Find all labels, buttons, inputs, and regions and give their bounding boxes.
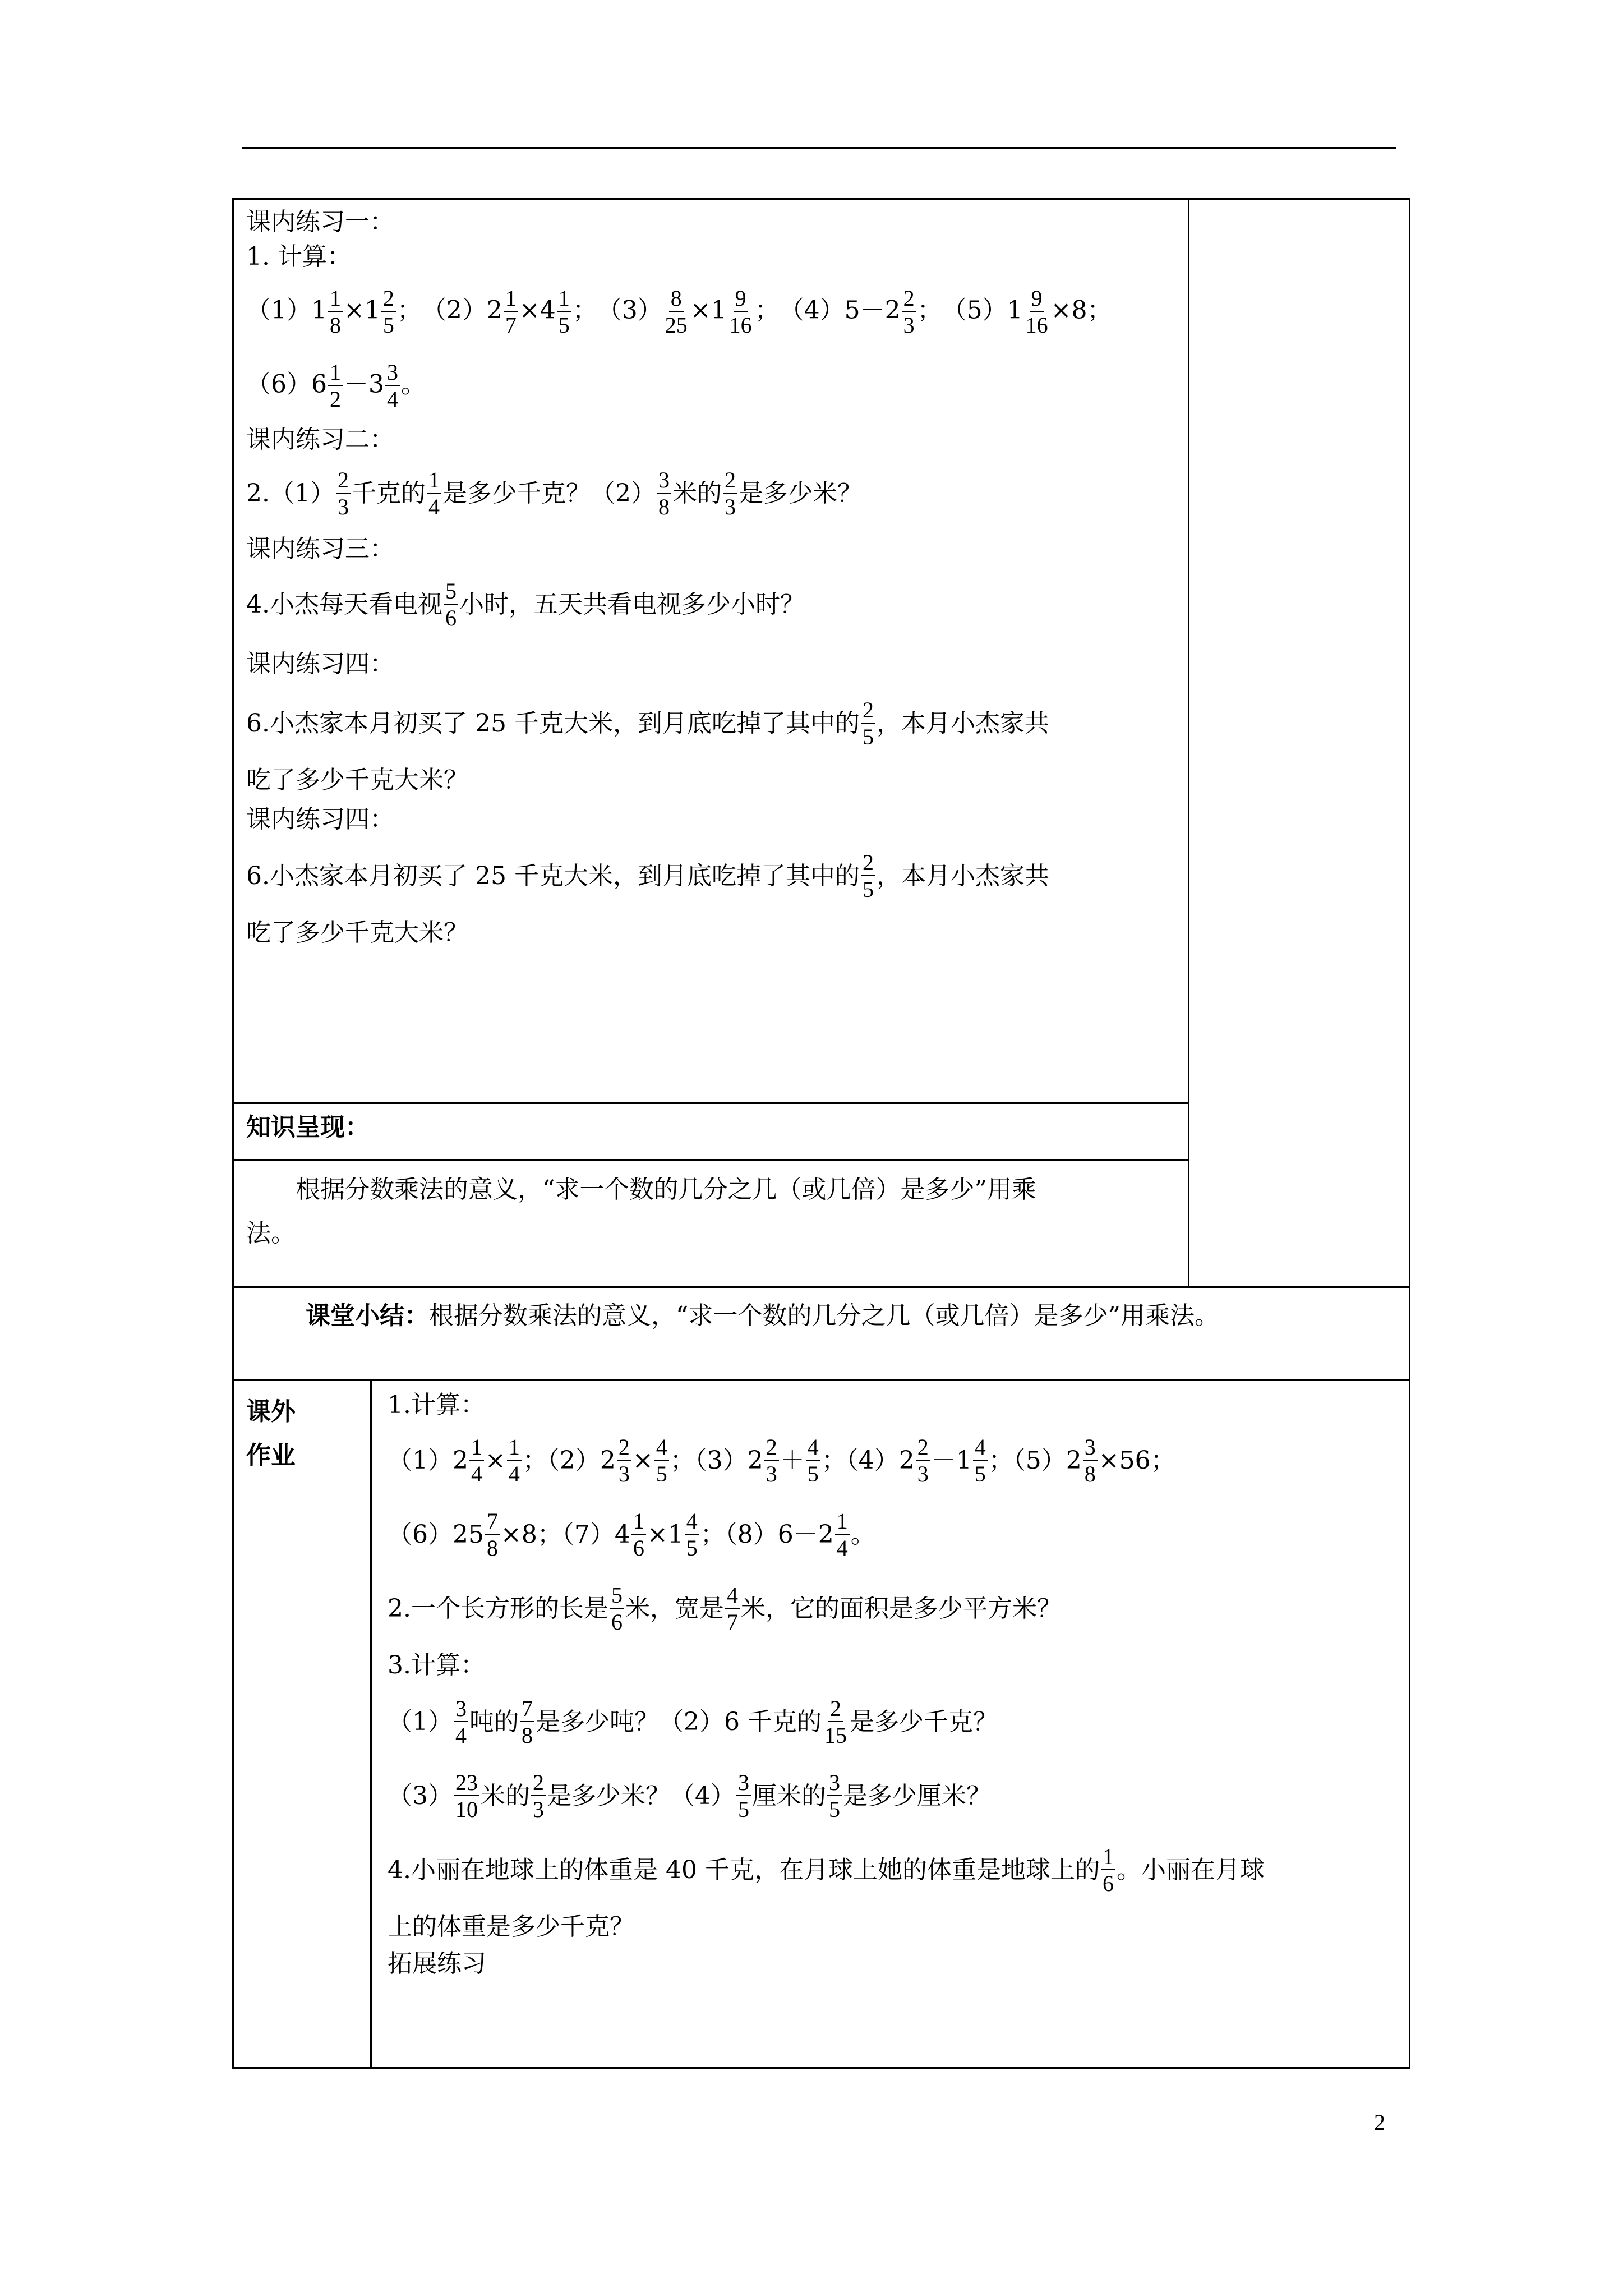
practice4-question-line2: 吃了多少千克大米？	[246, 766, 468, 794]
fraction: $\frac{1}{2}$	[328, 361, 343, 411]
fraction: $\frac{7}{8}$	[485, 1510, 500, 1559]
header-rule	[242, 147, 1396, 149]
practice4-question-line1: 6.小杰家本月初买了 25 千克大米，到月底吃掉了其中的 $\frac{2}{5}$ ，本月小杰家共	[246, 697, 1049, 749]
fraction: $\frac{2}{3}$	[336, 469, 351, 518]
fraction: $\frac{5}{6}$	[444, 580, 458, 629]
calc-item-5: （5）1 $\frac{9}{16}$ ×8；	[942, 286, 1112, 338]
fraction: $\frac{1}{4}$	[507, 1436, 522, 1485]
knowledge-heading-cell	[233, 1103, 1189, 1161]
homework-q4-line2: 上的体重是多少千克？	[388, 1912, 634, 1941]
knowledge-heading: 知识呈现：	[246, 1113, 370, 1142]
fraction: $\frac{3}{8}$	[657, 469, 671, 518]
calc-item-1: （1）1 $\frac{1}{8}$ ×1 $\frac{2}{5}$ ；	[246, 286, 422, 338]
fraction: $\frac{2}{3}$	[764, 1436, 779, 1485]
fraction: $\frac{4}{5}$	[973, 1436, 988, 1485]
fraction: $\frac{4}{5}$	[654, 1436, 669, 1485]
notes-column	[1189, 199, 1410, 1287]
knowledge-text-line2: 法。	[246, 1219, 296, 1248]
practice4-question-repeat-line2: 吃了多少千克大米？	[246, 918, 468, 947]
fraction: $\frac{3}{4}$	[454, 1697, 468, 1747]
practice1-items-row-2	[246, 349, 1179, 423]
page-number: 2	[1374, 2110, 1385, 2135]
homework-label-cell	[233, 1381, 371, 2068]
summary-label: 课堂小结：	[306, 1301, 429, 1330]
practice2-heading: 课内练习二：	[246, 425, 394, 454]
homework-q1-label: 1.计算：	[388, 1391, 485, 1419]
homework-q3b: （3） $\frac{23}{10}$ 米的 $\frac{2}{3}$ 是多少米？（4） $\frac{3}{5}$ 厘米的 $\frac{3}{5}$ 是多少厘米？	[388, 1770, 991, 1822]
fraction: $\frac{4}{7}$	[725, 1584, 740, 1634]
fraction: $\frac{2}{5}$	[861, 699, 875, 748]
fraction: $\frac{2}{3}$	[723, 469, 737, 518]
practice4-heading: 课内练习四：	[246, 650, 394, 678]
fraction: $\frac{2}{15}$	[824, 1696, 847, 1748]
fraction: $\frac{1}{4}$	[835, 1510, 850, 1559]
fraction: $\frac{7}{8}$	[520, 1697, 534, 1747]
calc-item-3: （3） $\frac{8}{25}$ ×1 $\frac{9}{16}$ ；	[597, 286, 780, 338]
fraction: $\frac{1}{5}$	[557, 287, 571, 337]
homework-row2: （6）25 $\frac{7}{8}$ ×8；（7）4 $\frac{1}{6}$ ×1 $\frac{4}{5}$ ；（8）6－2 $\frac{1}{4}$ 。	[388, 1508, 875, 1561]
fraction: $\frac{9}{16}$	[1025, 286, 1048, 338]
homework-label-line2: 作业	[246, 1441, 296, 1470]
practice4-heading-repeat: 课内练习四：	[246, 805, 394, 834]
fraction: $\frac{4}{5}$	[685, 1510, 699, 1559]
practice-cell	[233, 199, 1189, 1103]
homework-row1: （1）2 $\frac{1}{4}$ × $\frac{1}{4}$ ；（2）2 $\frac{2}{3}$ × $\frac{4}{5}$ ；（3）2 $\frac{2}{3}$ ＋ $\frac{4}{5}$ ；（4）2 $\frac{2}{3}$ －1 $\frac{4}{5}$ ；（5）2 $\frac{3}{8}$ ×56；	[388, 1434, 1175, 1487]
summary-row	[233, 1287, 1410, 1381]
practice4-question-repeat-line1: 6.小杰家本月初买了 25 千克大米，到月底吃掉了其中的 $\frac{2}{5}$ ，本月小杰家共	[246, 850, 1049, 902]
homework-row	[233, 1381, 1410, 2068]
homework-extension: 拓展练习	[388, 1949, 486, 1978]
fraction: $\frac{1}{8}$	[328, 287, 343, 337]
knowledge-text-line1: 根据分数乘法的意义，“求一个数的几分之几（或几倍）是多少”用乘	[296, 1175, 1036, 1204]
homework-q3-label: 3.计算：	[388, 1651, 485, 1680]
fraction: $\frac{1}{4}$	[469, 1436, 484, 1485]
fraction: $\frac{2}{3}$	[902, 287, 916, 337]
fraction: $\frac{4}{5}$	[806, 1436, 820, 1485]
fraction: $\frac{2}{3}$	[617, 1436, 631, 1485]
fraction: $\frac{2}{5}$	[861, 852, 875, 901]
fraction: $\frac{2}{3}$	[916, 1436, 930, 1485]
fraction: $\frac{1}{7}$	[504, 287, 518, 337]
fraction: $\frac{9}{16}$	[729, 286, 752, 338]
fraction: $\frac{3}{5}$	[736, 1772, 751, 1821]
fraction: $\frac{3}{5}$	[827, 1772, 842, 1821]
calc-item-6: （6）6 $\frac{1}{2}$ －3 $\frac{3}{4}$ 。	[246, 360, 426, 412]
practice3-heading: 课内练习三：	[246, 535, 394, 563]
summary-text: 根据分数乘法的意义，“求一个数的几分之几（或几倍）是多少”用乘法。	[429, 1301, 1219, 1330]
calc-item-2: （2）2 $\frac{1}{7}$ ×4 $\frac{1}{5}$ ；	[421, 286, 597, 338]
homework-q3a: （1） $\frac{3}{4}$ 吨的 $\frac{7}{8}$ 是多少吨？（2）6 千克的 $\frac{2}{15}$ 是多少千克？	[388, 1696, 998, 1748]
practice-row	[233, 199, 1410, 1103]
fraction: $\frac{2}{5}$	[381, 287, 396, 337]
practice1-heading: 课内练习一：	[246, 208, 394, 236]
practice1-items-row	[246, 275, 1179, 349]
fraction: $\frac{1}{6}$	[631, 1510, 646, 1559]
fraction: $\frac{3}{4}$	[385, 361, 400, 411]
fraction: $\frac{2}{3}$	[531, 1772, 546, 1821]
homework-content-cell	[371, 1381, 1410, 2068]
knowledge-body-cell	[233, 1161, 1189, 1287]
summary-cell	[233, 1287, 1410, 1381]
calc-item-4: （4）5－2 $\frac{2}{3}$ ；	[779, 286, 942, 338]
practice1-q1-label: 1. 计算：	[246, 242, 352, 271]
fraction: $\frac{5}{6}$	[610, 1584, 624, 1634]
practice2-question: 2.（1） $\frac{2}{3}$ 千克的 $\frac{1}{4}$ 是多少千克？（2） $\frac{3}{8}$ 米的 $\frac{2}{3}$ 是多少米？	[246, 467, 862, 519]
fraction: $\frac{1}{4}$	[427, 469, 441, 518]
fraction: $\frac{1}{6}$	[1101, 1846, 1115, 1895]
homework-q4-line1: 4.小丽在地球上的体重是 40 千克，在月球上她的体重是地球上的 $\frac{1}{6}$ 。小丽在月球	[388, 1844, 1265, 1896]
homework-label-line1: 课外	[246, 1397, 296, 1426]
lesson-table	[232, 198, 1410, 2069]
homework-q2: 2.一个长方形的长是 $\frac{5}{6}$ 米，宽是 $\frac{4}{7}$ 米，它的面积是多少平方米？	[388, 1582, 1062, 1635]
practice3-question: 4.小杰每天看电视 $\frac{5}{6}$ 小时，五天共看电视多少小时？	[246, 578, 805, 631]
fraction: $\frac{3}{8}$	[1083, 1436, 1098, 1485]
fraction: $\frac{8}{25}$	[665, 286, 688, 338]
fraction: $\frac{23}{10}$	[454, 1772, 479, 1821]
